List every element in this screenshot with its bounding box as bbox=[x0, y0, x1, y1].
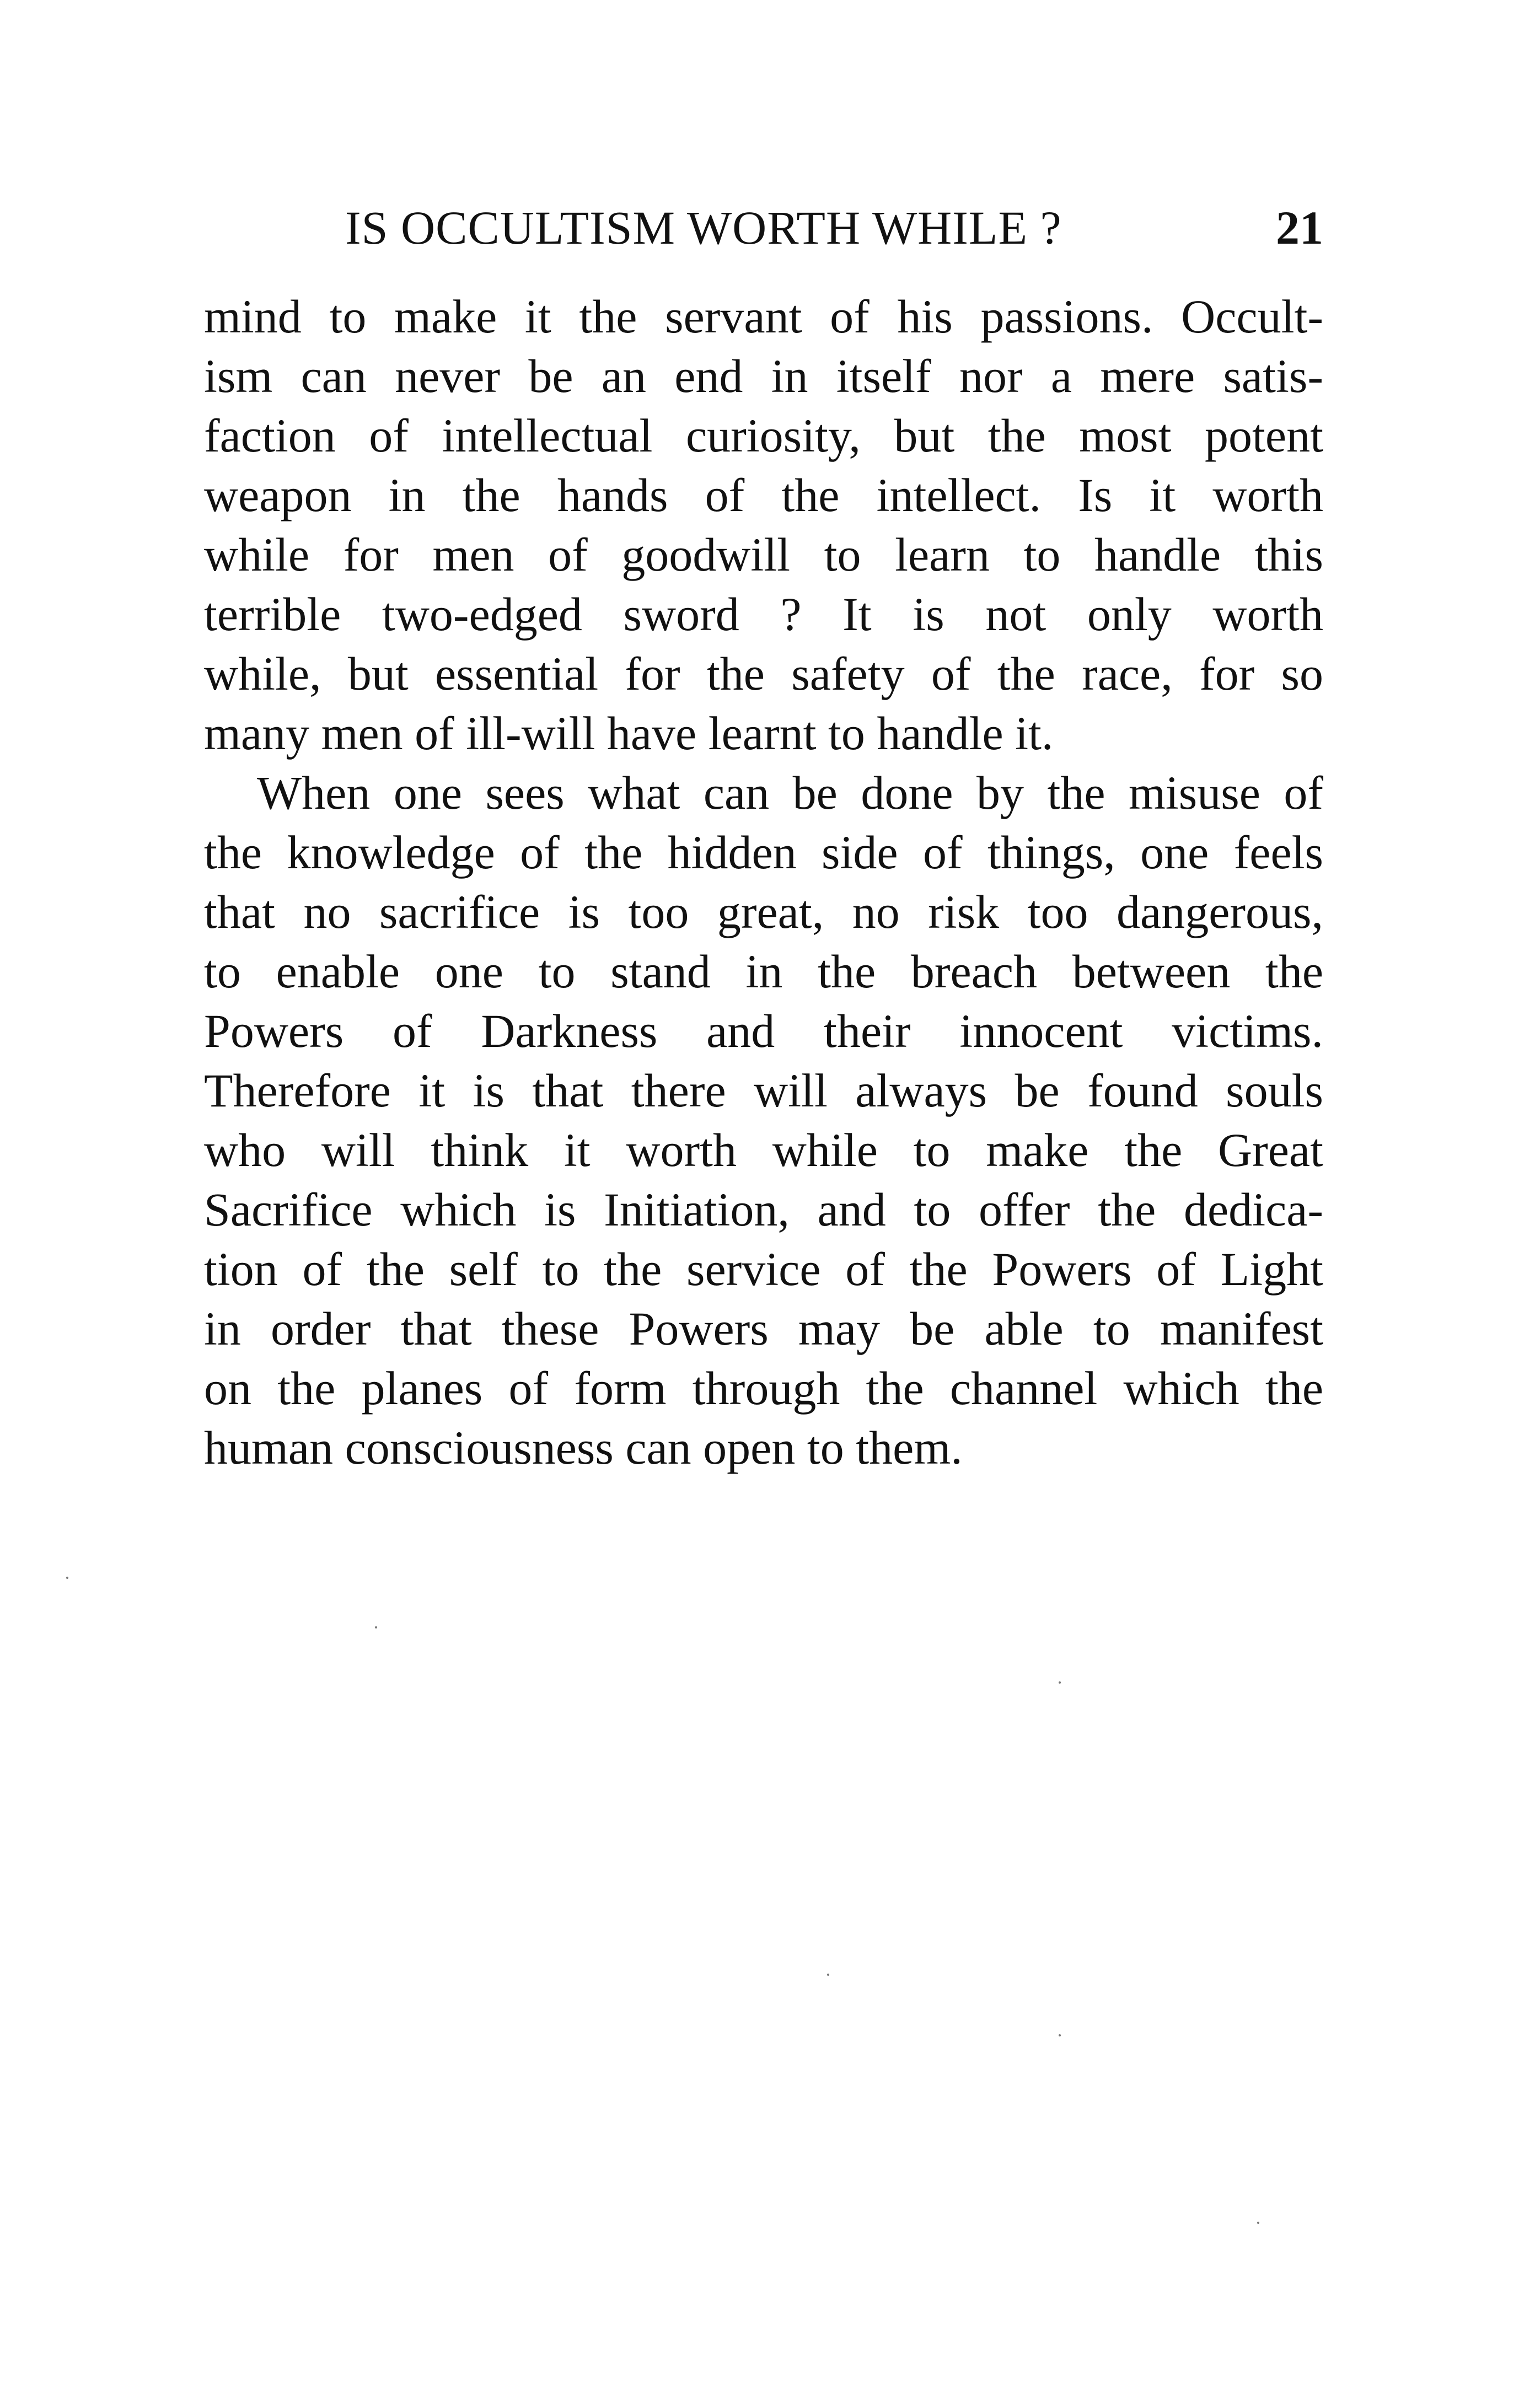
scan-speck bbox=[1257, 2222, 1259, 2224]
scan-speck bbox=[375, 1626, 377, 1628]
scan-speck bbox=[1059, 1681, 1061, 1684]
text-line: Therefore it is that there will always be found souls bbox=[204, 1064, 1323, 1117]
text-line: while, but essential for the safety of the race, for so bbox=[204, 647, 1323, 700]
text-line: human consciousness can open to them. bbox=[204, 1421, 963, 1474]
page-number: 21 bbox=[1276, 201, 1323, 254]
text-line: in order that these Powers may be able to manifest bbox=[204, 1302, 1323, 1355]
text-line: that no sacrifice is too great, no risk too dangerous, bbox=[204, 885, 1323, 938]
text-line: who will think it worth while to make the Great bbox=[204, 1124, 1323, 1176]
scan-speck bbox=[66, 1577, 68, 1579]
text-line: terrible two-edged sword ? It is not only worth bbox=[204, 588, 1323, 641]
paragraph-2 bbox=[204, 763, 1323, 1477]
text-line: mind to make it the servant of his passions. Occult- bbox=[204, 290, 1323, 343]
text-line: tion of the self to the service of the Powers of Light bbox=[204, 1243, 1323, 1296]
scan-speck bbox=[1059, 2034, 1061, 2036]
running-title: IS OCCULTISM WORTH WHILE ? bbox=[345, 201, 1062, 254]
text-line: faction of intellectual curiosity, but the most potent bbox=[204, 409, 1323, 462]
text-line: ism can never be an end in itself nor a mere satis- bbox=[204, 350, 1323, 402]
text-line: Sacrifice which is Initiation, and to offer the dedica- bbox=[204, 1183, 1323, 1236]
text-line: Powers of Darkness and their innocent victims. bbox=[204, 1004, 1323, 1057]
text-line: When one sees what can be done by the misuse of bbox=[257, 766, 1323, 819]
text-line: the knowledge of the hidden side of things, one feels bbox=[204, 826, 1323, 879]
body-text bbox=[204, 287, 1323, 1477]
text-line: to enable one to stand in the breach between the bbox=[204, 945, 1323, 998]
running-head bbox=[204, 197, 1323, 258]
text-line: on the planes of form through the channel which the bbox=[204, 1362, 1323, 1415]
text-line: many men of ill-will have learnt to handle it. bbox=[204, 707, 1054, 760]
paragraph-1 bbox=[204, 287, 1323, 763]
text-line: weapon in the hands of the intellect. Is it worth bbox=[204, 469, 1323, 522]
text-line: while for men of goodwill to learn to handle this bbox=[204, 528, 1323, 581]
scan-speck bbox=[827, 1974, 829, 1976]
